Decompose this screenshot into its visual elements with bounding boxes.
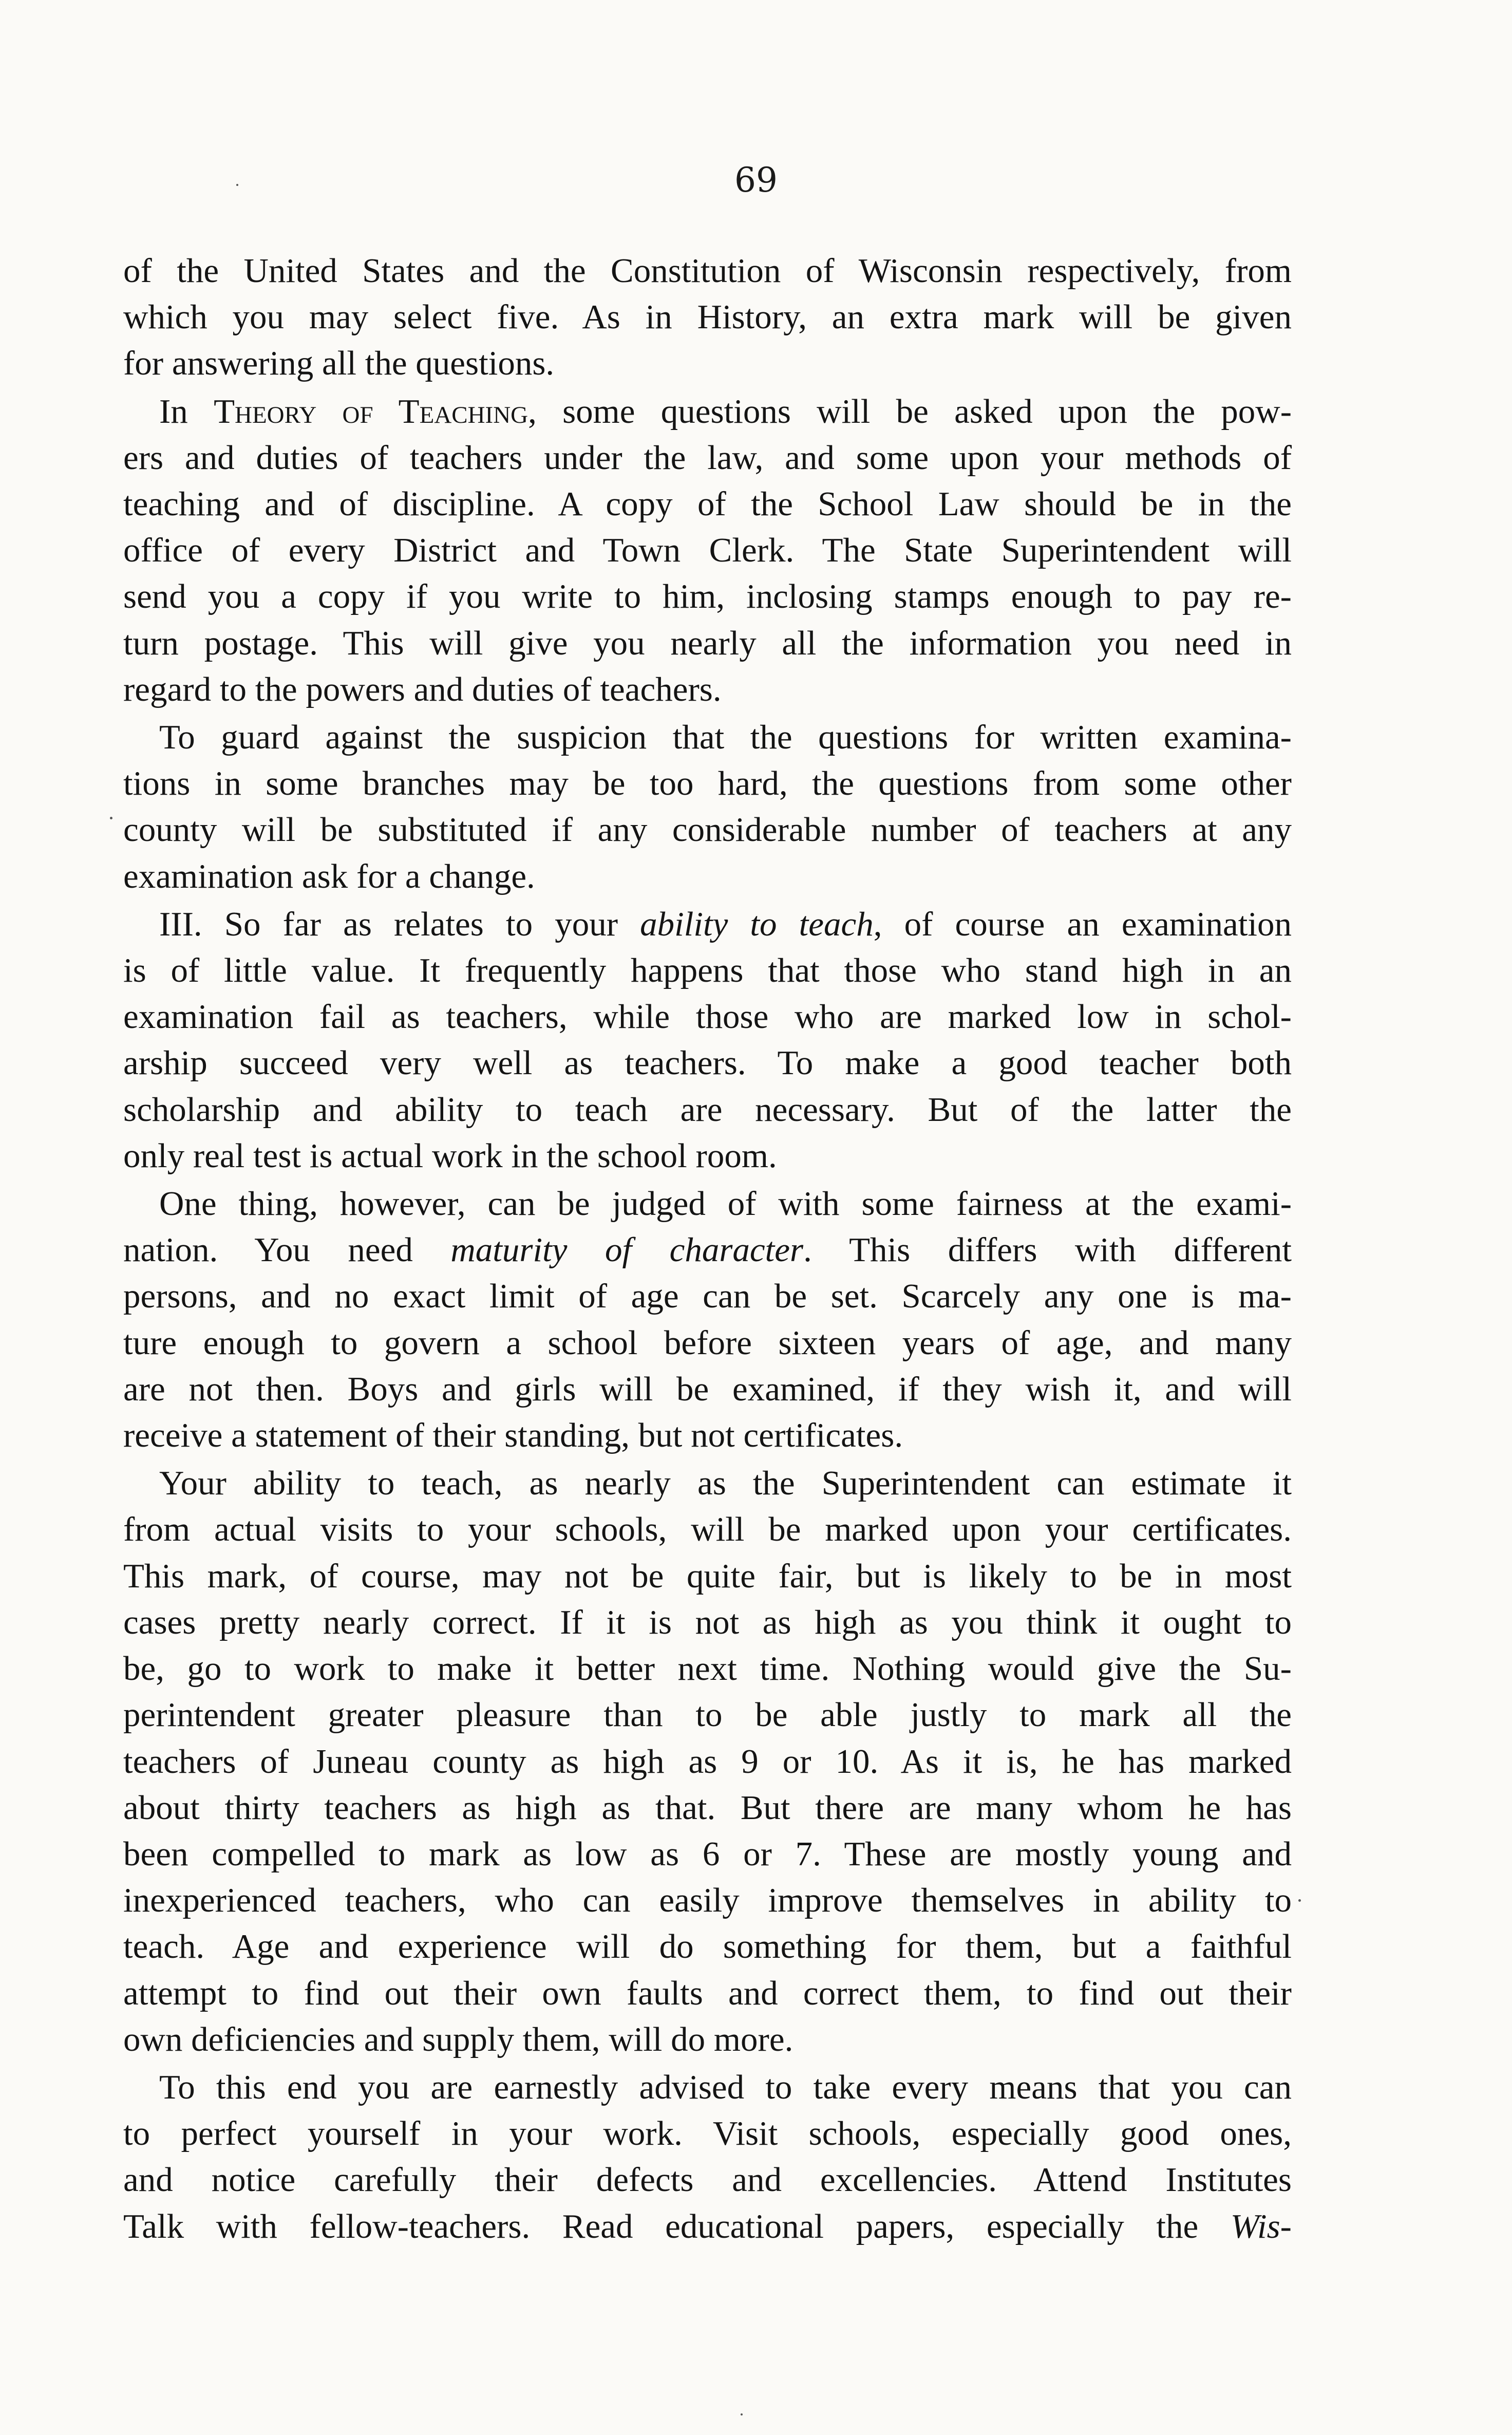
paragraph xyxy=(123,1181,1292,1458)
paragraph xyxy=(123,1460,1292,2063)
text-line: receive a statement of their standing, but not certificates. xyxy=(123,1416,903,1455)
text-line: office of every District and Town Clerk. The State Superintendent will xyxy=(123,531,1292,570)
page-number: 69 xyxy=(734,160,778,200)
text-line: regard to the powers and duties of teachers. xyxy=(123,670,722,708)
print-speck xyxy=(1298,1899,1301,1902)
text-line: and notice carefully their defects and excellencies. Attend Institutes xyxy=(123,2161,1292,2199)
text-line: persons, and no exact limit of age can be set. Scarcely any one is ma- xyxy=(123,1277,1292,1316)
text-line: In Theory of Teaching, some questions will be asked upon the pow- xyxy=(159,392,1292,430)
text-line: only real test is actual work in the school room. xyxy=(123,1136,777,1175)
print-speck xyxy=(236,184,238,186)
italic-phrase: ability to teach xyxy=(640,905,874,943)
text-line: Your ability to teach, as nearly as the Superintendent can estimate it xyxy=(159,1464,1292,1503)
text-line: of the United States and the Constitution of Wisconsin respectively, from xyxy=(123,252,1292,290)
text-line: Talk with fellow-teachers. Read educational papers, especially the Wis- xyxy=(123,2207,1292,2245)
text-line: from actual visits to your schools, will be marked upon your certificates. xyxy=(123,1510,1292,1549)
print-speck xyxy=(110,817,112,819)
text-line: arship succeed very well as teachers. To make a good teacher both xyxy=(123,1044,1292,1082)
text-line: is of little value. It frequently happens that those who stand high in an xyxy=(123,951,1292,990)
text-line: for answering all the questions. xyxy=(123,344,555,383)
text-line: scholarship and ability to teach are necessary. But of the latter the xyxy=(123,1090,1292,1129)
text-line: been compelled to mark as low as 6 or 7. These are mostly young and xyxy=(123,1834,1292,1873)
text-line: To guard against the suspicion that the questions for written examina- xyxy=(159,718,1292,757)
text-line: attempt to find out their own faults and correct them, to find out their xyxy=(123,1974,1292,2012)
text-line: send you a copy if you write to him, inclosing stamps enough to pay re- xyxy=(123,577,1292,616)
text-line: teaching and of discipline. A copy of the School Law should be in the xyxy=(123,485,1292,523)
text-line: county will be substituted if any considerable number of teachers at any xyxy=(123,811,1292,849)
paragraph xyxy=(123,2064,1292,2250)
paragraph xyxy=(123,901,1292,1179)
paragraph xyxy=(123,248,1292,387)
text-line: cases pretty nearly correct. If it is not as high as you think it ought to xyxy=(123,1603,1292,1641)
text-line: tions in some branches may be too hard, the questions from some other xyxy=(123,764,1292,803)
text-line: inexperienced teachers, who can easily improve themselves in ability to xyxy=(123,1881,1292,1920)
text-line: This mark, of course, may not be quite fair, but is likely to be in most xyxy=(123,1557,1292,1595)
text-line: to perfect yourself in your work. Visit schools, especially good ones, xyxy=(123,2114,1292,2153)
text-line: own deficiencies and supply them, will do more. xyxy=(123,2020,793,2058)
text-line: ers and duties of teachers under the law, and some upon your methods of xyxy=(123,438,1292,477)
paragraph xyxy=(123,388,1292,713)
text-line: which you may select five. As in History, an extra mark will be given xyxy=(123,298,1292,336)
print-speck xyxy=(741,2413,743,2415)
italic-phrase: maturity of character xyxy=(450,1231,804,1269)
text-line: One thing, however, can be judged of with some fairness at the exami- xyxy=(159,1185,1292,1223)
body-text xyxy=(123,248,1292,2250)
small-caps-heading: Theory of Teaching xyxy=(214,392,528,430)
text-line: about thirty teachers as high as that. But there are many whom he has xyxy=(123,1788,1292,1827)
text-line: be, go to work to make it better next time. Nothing would give the Su- xyxy=(123,1650,1292,1688)
text-line: examination ask for a change. xyxy=(123,857,535,895)
text-line: teachers of Juneau county as high as 9 or 10. As it is, he has marked xyxy=(123,1742,1292,1781)
text-line: III. So far as relates to your ability to teach, of course an examination xyxy=(159,905,1292,943)
text-line: ture enough to govern a school before sixteen years of age, and many xyxy=(123,1323,1292,1362)
text-line: examination fail as teachers, while those who are marked low in schol- xyxy=(123,998,1292,1036)
paragraph xyxy=(123,714,1292,900)
italic-phrase: Wis- xyxy=(1230,2207,1292,2245)
text-line: are not then. Boys and girls will be examined, if they wish it, and will xyxy=(123,1370,1292,1408)
text-line: To this end you are earnestly advised to take every means that you can xyxy=(159,2068,1292,2106)
text-line: nation. You need maturity of character. This differs with different xyxy=(123,1231,1292,1269)
text-line: turn postage. This will give you nearly all the information you need in xyxy=(123,624,1292,662)
text-line: perintendent greater pleasure than to be able justly to mark all the xyxy=(123,1696,1292,1734)
text-line: teach. Age and experience will do something for them, but a faithful xyxy=(123,1927,1292,1966)
